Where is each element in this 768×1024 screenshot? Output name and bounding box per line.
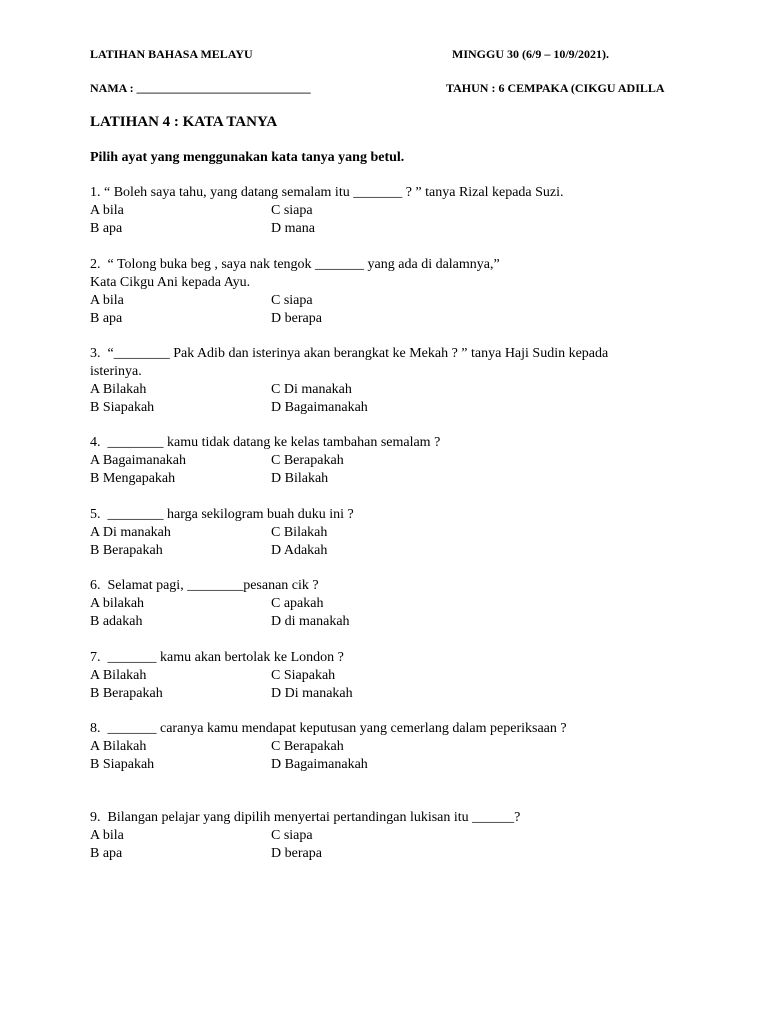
name-field-label: NAMA : _____________________________ bbox=[90, 81, 311, 95]
option-a: A Bilakah bbox=[90, 382, 147, 397]
option-list bbox=[90, 667, 680, 703]
option-a: A Di manakah bbox=[90, 525, 171, 540]
option-d: D berapa bbox=[271, 311, 322, 326]
option-c: C siapa bbox=[271, 828, 313, 843]
option-b: B Berapakah bbox=[90, 543, 163, 558]
option-a: A bila bbox=[90, 293, 124, 308]
option-a: A bila bbox=[90, 203, 124, 218]
option-b: B apa bbox=[90, 846, 123, 861]
option-list bbox=[90, 524, 680, 560]
option-c: C apakah bbox=[271, 596, 324, 611]
question-stem: 3. “________ Pak Adib dan isterinya akan berangkat ke Mekah ? ” tanya Haji Sudin kepada isterinya. bbox=[90, 346, 609, 379]
question-stem: 2. “ Tolong buka beg , saya nak tengok _______ yang ada di dalamnya,” Kata Cikgu Ani kepada Ayu. bbox=[90, 257, 500, 290]
question-2 bbox=[90, 256, 680, 328]
week-label: MINGGU 30 (6/9 – 10/9/2021). bbox=[452, 47, 609, 61]
option-a: A Bagaimanakah bbox=[90, 453, 187, 468]
option-list bbox=[90, 738, 680, 774]
option-list bbox=[90, 202, 680, 238]
option-b: B Mengapakah bbox=[90, 471, 176, 486]
option-a: A Bilakah bbox=[90, 739, 147, 754]
option-c: C siapa bbox=[271, 293, 313, 308]
option-b: B Siapakah bbox=[90, 400, 155, 415]
question-3 bbox=[90, 345, 680, 417]
option-b: B apa bbox=[90, 221, 123, 236]
question-stem: 8. _______ caranya kamu mendapat keputusan yang cemerlang dalam peperiksaan ? bbox=[90, 721, 567, 736]
question-9 bbox=[90, 809, 680, 863]
question-stem: 7. _______ kamu akan bertolak ke London ? bbox=[90, 650, 344, 665]
question-7 bbox=[90, 649, 680, 703]
option-list bbox=[90, 595, 680, 631]
option-list bbox=[90, 292, 680, 328]
option-d: D Di manakah bbox=[271, 686, 353, 701]
question-stem: 4. ________ kamu tidak datang ke kelas tambahan semalam ? bbox=[90, 435, 441, 450]
option-list bbox=[90, 452, 680, 488]
option-d: D di manakah bbox=[271, 614, 350, 629]
question-1 bbox=[90, 184, 680, 238]
question-8 bbox=[90, 720, 680, 774]
option-c: C Berapakah bbox=[271, 739, 344, 754]
option-c: C Siapakah bbox=[271, 668, 336, 683]
question-stem: 6. Selamat pagi, ________pesanan cik ? bbox=[90, 578, 319, 593]
option-list bbox=[90, 381, 680, 417]
option-c: C siapa bbox=[271, 203, 313, 218]
option-d: D Adakah bbox=[271, 543, 328, 558]
option-c: C Berapakah bbox=[271, 453, 344, 468]
option-d: D Bagaimanakah bbox=[271, 400, 368, 415]
option-b: B Berapakah bbox=[90, 686, 163, 701]
option-d: D Bilakah bbox=[271, 471, 329, 486]
option-d: D Bagaimanakah bbox=[271, 757, 368, 772]
option-a: A bilakah bbox=[90, 596, 145, 611]
question-stem: 5. ________ harga sekilogram buah duku ini ? bbox=[90, 507, 354, 522]
option-c: C Bilakah bbox=[271, 525, 328, 540]
option-c: C Di manakah bbox=[271, 382, 352, 397]
question-5 bbox=[90, 506, 680, 560]
option-a: A Bilakah bbox=[90, 668, 147, 683]
option-b: B adakah bbox=[90, 614, 143, 629]
option-b: B apa bbox=[90, 311, 123, 326]
question-stem: 1. “ Boleh saya tahu, yang datang semalam itu _______ ? ” tanya Rizal kepada Suzi. bbox=[90, 185, 564, 200]
question-6 bbox=[90, 577, 680, 631]
option-b: B Siapakah bbox=[90, 757, 155, 772]
class-label: TAHUN : 6 CEMPAKA (CIKGU ADILLA bbox=[446, 81, 665, 95]
subject-label: LATIHAN BAHASA MELAYU bbox=[90, 47, 253, 61]
option-list bbox=[90, 827, 680, 863]
option-a: A bila bbox=[90, 828, 124, 843]
question-4 bbox=[90, 434, 680, 488]
option-d: D berapa bbox=[271, 846, 322, 861]
instruction-text: Pilih ayat yang menggunakan kata tanya yang betul. bbox=[90, 150, 405, 165]
question-stem: 9. Bilangan pelajar yang dipilih menyertai pertandingan lukisan itu ______? bbox=[90, 810, 521, 825]
option-d: D mana bbox=[271, 221, 315, 236]
exercise-title: LATIHAN 4 : KATA TANYA bbox=[90, 114, 278, 130]
